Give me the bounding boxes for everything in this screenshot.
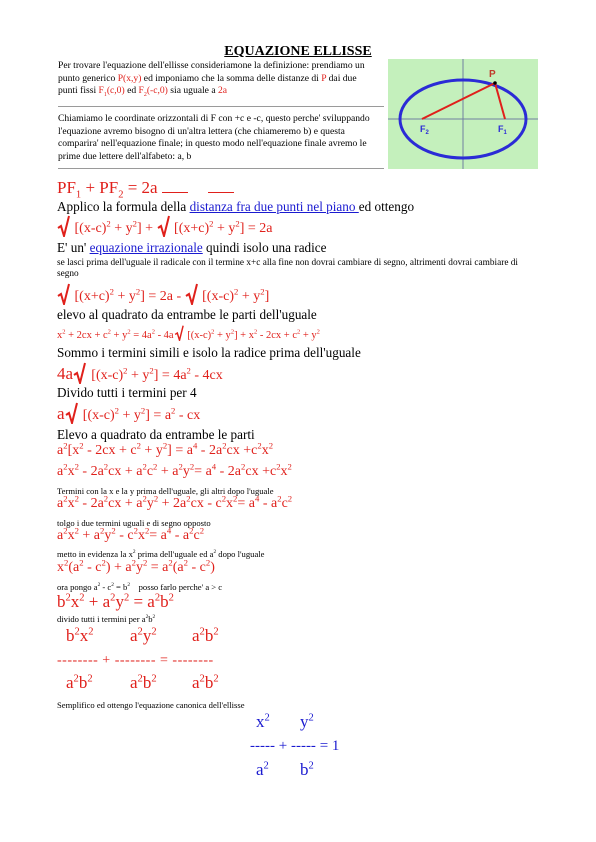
equation-b-form: $b^2x^2 + a^2y^2 = a^2b^2$ [57,592,174,611]
ellipse-figure [388,59,538,169]
step-text-distance: Applico la formula della distanza fra due punti nel piano ed ottengo [57,199,415,214]
equation-cancelled: $a^2x^2 + a^2y^2 - c^2x^2= a^4 - a^2c^2$ [57,525,205,543]
fraction-numerator-3: $a^2b^2$ [192,626,219,645]
equation-moved: $a^2x^2 - 2a^2cx + a^2y^2 + 2a^2cx - c^2x^2= a^4 - a^2c^2$ [57,493,293,511]
step-text-sum: Sommo i termini simili e isolo la radice prima dell'uguale [57,345,361,360]
equation-factored: $x^2(a^2 - c^2) + a^2y^2 = a^2(a^2 - c^2)$ [57,557,215,575]
equation-sum-distances: $PF_1 + PF_2 = 2a$ [57,178,234,198]
step-text-factor: metto in evidenza la $x^2$ prima dell'uguale ed $a^2$ dopo l'uguale [57,549,265,559]
divider [58,168,384,169]
equation-radicals: $[(x-c)^2 + y^2]$ + $[(x+c)^2 + y^2] = 2a$ [57,215,273,237]
final-denominator-b: $b^2$ [300,760,314,779]
radical-icon [73,362,87,384]
step-text-divide4: Divido tutti i termini per 4 [57,385,197,400]
intro-paragraph: Per trovare l'equazione dell'ellisse consideriamone la definizione: prendiamo un punto generico P(x,y) ed imponiamo che la somma delle distanze di P dai due punti fissi $F_1(c,0)$ ed $F_2(-c,0)$ sia uguale a 2a [58,60,365,99]
radical-icon [65,402,79,424]
fraction-bar-row: -------- + -------- = -------- [57,653,214,668]
page-title: EQUAZIONE ELLISSE [224,44,372,59]
focus-f1-label: $F_1(c,0)$ [98,85,125,99]
focus-f2-label: $F_2(-c,0)$ [138,85,168,99]
distance-formula-link[interactable]: distanza fra due punti nel piano [189,199,359,214]
final-denominator-a: $a^2$ [256,760,269,779]
fraction-denominator-3: $a^2b^2$ [192,673,219,692]
equation-distributed: $a^2x^2 - 2a^2cx + a^2c^2 + a^2y^2= a^4 - 2a^2cx +c^2x^2$ [57,461,292,479]
step-text-simplify: Semplifico ed ottengo l'equazione canonica dell'ellisse [57,700,245,710]
svg-text:F2: $F_2$ [420,124,429,136]
fraction-numerator-2: $a^2y^2$ [130,626,157,645]
final-numerator-y: $y^2$ [300,712,314,731]
equation-isolated-radical: $[(x+c)^2 + y^2] = 2a$ - $[(x-c)^2 + y^2]$ [57,283,269,305]
radical-icon [57,215,71,237]
equation-squared: $a^2[x^2 - 2cx + c^2 + y^2] = a^4 - 2a^2cx +c^2x^2$ [57,440,274,458]
point-p-label: P(x,y) [117,72,142,84]
final-bar-row: ----- + ----- = 1 [250,738,340,754]
note-paragraph: Chiamiamo le coordinate orizzontali di F con +c e -c, questo perche' sviluppando l'equazione avremo bisogno di un'altra lettera (che chiameremo b) e questa comparira' nell'equazione finale; in questo modo nell'equazione finale avremo le prime due lettere dell'alfabeto: a, b [58,113,370,162]
radical-icon [185,283,199,305]
fraction-denominator-2: $a^2b^2$ [130,673,157,692]
equation-expanded: $x^2 + 2cx + c^2 + y^2 = 4a^2 - 4a$ $[(x-c)^2 + y^2] + x^2 - 2cx + c^2 + y^2$ [57,325,320,341]
final-numerator-x: $x^2$ [256,712,270,731]
divider [58,106,384,107]
step-text-square-again: Elevo a quadrato da entrambe le parti [57,427,255,442]
step-text-move-terms: Termini con la x e la y prima dell'uguale, gli altri dopo l'uguale [57,486,274,496]
step-text-cancel: tolgo i due termini uguali e di segno opposto [57,518,211,528]
radical-icon [157,215,171,237]
figure-label-p: P [489,69,496,80]
equation-4a-radical: 4a $[(x-c)^2 + y^2] = 4a^2 - 4cx$ [57,364,223,383]
fraction-numerator-1: $b^2x^2$ [66,626,94,645]
radical-icon [174,325,185,341]
step-text-irrational: E' un' equazione irrazionale quindi isolo una radice [57,240,327,255]
equation-a-radical: a $[(x-c)^2 + y^2] = a^2$ - cx [57,404,201,423]
irrational-equation-link[interactable]: equazione irrazionale [89,240,203,255]
step-note-sign: se lasci prima dell'uguale il radicale con il termine x+c alla fine non dovrai cambiare di segno, altrimenti dovrai cambiare di segno [57,258,518,279]
fraction-denominator-1: $a^2b^2$ [66,673,93,692]
svg-text:F1: $F_1$ [498,124,507,136]
step-text-divide-a2b2: divido tutti i termini per $a^2b^2$ [57,614,156,624]
radical-icon [57,283,71,305]
step-text-substitution: ora pongo $a^2 - c^2 = b^2$ posso farlo perche' a > c [57,582,223,592]
step-text-square: elevo al quadrato da entrambe le parti dell'uguale [57,307,317,322]
